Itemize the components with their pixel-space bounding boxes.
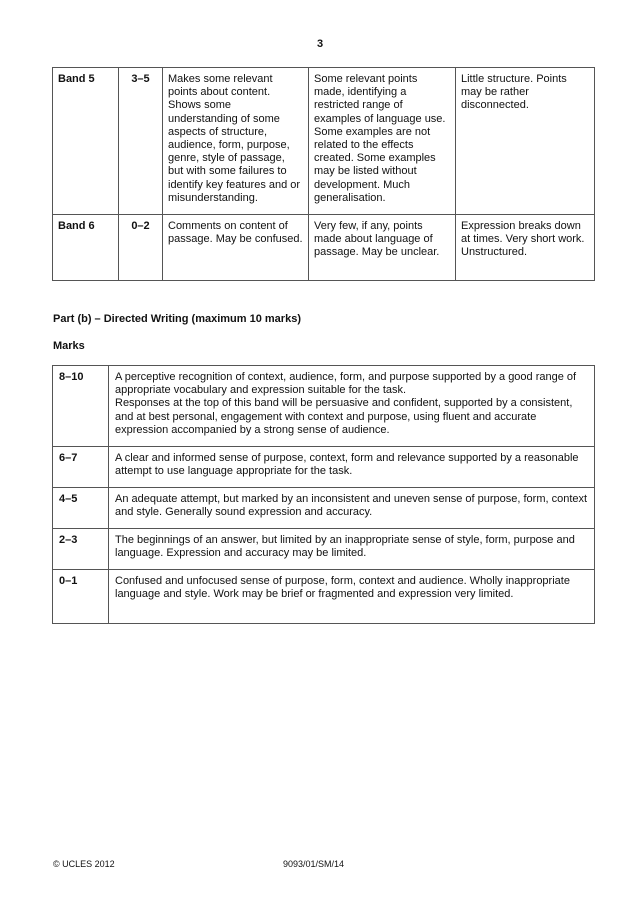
band-language-descriptor: Some relevant points made, identifying a restricted range of examples of language use. Some examples are not related to the effects created. Some examples may be listed without development. Much generalisation. (309, 68, 456, 215)
descriptor-line: The beginnings of an answer, but limited by an inappropriate sense of style, form, purpose and language. Expression and accuracy may be limited. (115, 534, 575, 560)
band-content-descriptor: Comments on content of passage. May be confused. (163, 215, 309, 281)
marks-range: 2–3 (53, 529, 109, 570)
band-marks: 0–2 (119, 215, 163, 281)
band-language-descriptor: Very few, if any, points made about language of passage. May be unclear. (309, 215, 456, 281)
table-row (53, 488, 595, 529)
directed-writing-marks-table (52, 365, 595, 624)
marks-range: 4–5 (53, 488, 109, 529)
footer-copyright: © UCLES 2012 (53, 859, 115, 869)
marks-descriptor (109, 488, 595, 529)
table-row (53, 68, 595, 215)
section-heading: Part (b) – Directed Writing (maximum 10 marks) (53, 313, 301, 325)
band-content-descriptor: Makes some relevant points about content. Shows some understanding of some aspects of structure, audience, form, purpose, genre, style of passage, but with some failures to identify key features and or misunderstanding. (163, 68, 309, 215)
marks-descriptor (109, 570, 595, 624)
page-number: 3 (316, 38, 324, 50)
descriptor-line: An adequate attempt, but marked by an inconsistent and uneven sense of purpose, form, context and style. Generally sound expression and accuracy. (115, 493, 588, 519)
table-row (53, 215, 595, 281)
marks-label: Marks (53, 340, 85, 352)
band-label: Band 6 (53, 215, 119, 281)
marks-descriptor (109, 529, 595, 570)
table-row (53, 529, 595, 570)
marks-range: 6–7 (53, 447, 109, 488)
descriptor-line: Responses at the top of this band will be persuasive and confident, supported by a consistent, and at best personal, engagement with context and purpose, using fluent and accurate expression accompanied by a strong sense of audience. (115, 397, 573, 436)
table-row (53, 447, 595, 488)
band-structure-descriptor: Little structure. Points may be rather disconnected. (456, 68, 595, 215)
marks-range: 8–10 (53, 366, 109, 447)
band-descriptor-table (52, 67, 595, 281)
marks-descriptor (109, 366, 595, 447)
marks-range: 0–1 (53, 570, 109, 624)
descriptor-line: A perceptive recognition of context, audience, form, and purpose supported by a good range of appropriate vocabulary and expression suitable for the task. (115, 371, 577, 397)
table-row (53, 366, 595, 447)
descriptor-line: Confused and unfocused sense of purpose, form, context and audience. Wholly inappropriate language and style. Work may be brief or fragmented and expression very limited. (115, 575, 570, 601)
band-label: Band 5 (53, 68, 119, 215)
footer-document-code: 9093/01/SM/14 (283, 859, 345, 869)
band-structure-descriptor: Expression breaks down at times. Very short work. Unstructured. (456, 215, 595, 281)
band-marks: 3–5 (119, 68, 163, 215)
descriptor-line: A clear and informed sense of purpose, context, form and relevance supported by a reasonable attempt to use language appropriate for the task. (115, 452, 579, 478)
marks-descriptor (109, 447, 595, 488)
table-row (53, 570, 595, 624)
